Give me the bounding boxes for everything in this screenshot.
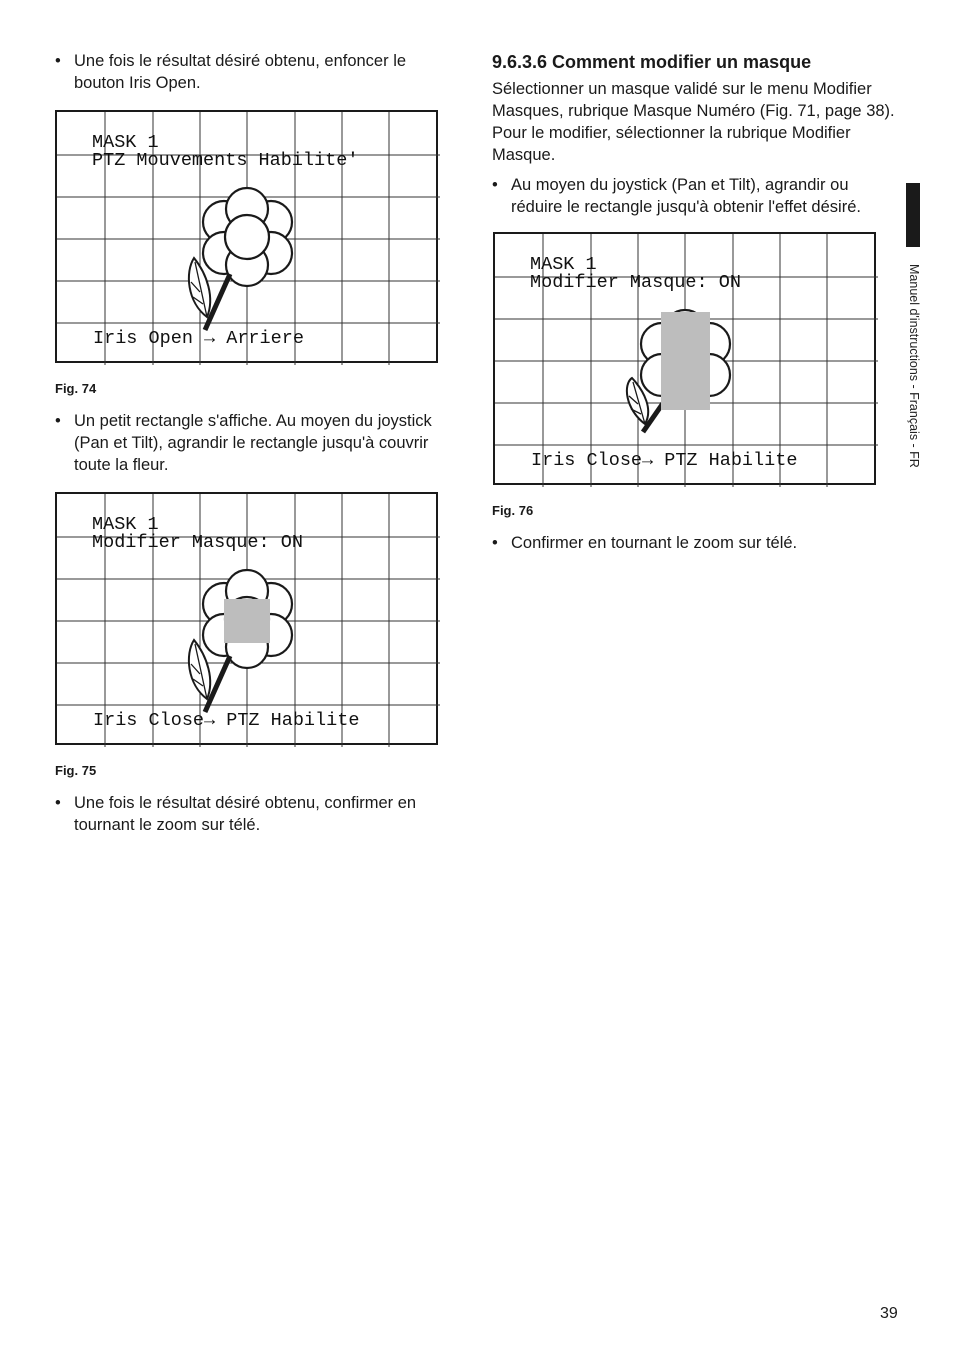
osd-line-3: Iris Open → Arriere [93, 328, 304, 349]
fig75-caption: Fig. 75 [55, 763, 97, 778]
osd-line-3: Iris Close→ PTZ Habilite [531, 450, 798, 471]
bullet-joystick: • Au moyen du joystick (Pan et Tilt), agrandir ou réduire le rectangle jusqu'à obtenir l'effet désiré. [492, 174, 901, 218]
osd-line-1: MASK 1 [530, 254, 597, 275]
fig76-caption: Fig. 76 [492, 503, 534, 518]
fig75-screen [55, 492, 438, 745]
bullet-confirm-tele: • Confirmer en tournant le zoom sur télé. [492, 532, 892, 554]
left-column [55, 50, 455, 836]
osd-line-1: MASK 1 [92, 514, 159, 535]
mask-rectangle [224, 599, 270, 643]
fig74-caption: Fig. 74 [55, 381, 97, 396]
osd-line-2: Modifier Masque: ON [92, 532, 303, 553]
intro-paragraph: Sélectionner un masque validé sur le menu Modifier Masques, rubrique Masque Numéro (Fig. 71, page 38). Pour le modifier, sélectionner la rubrique Modifier Masque. [492, 80, 895, 164]
section-heading: 9.6.3.6 Comment modifier un masque [492, 52, 812, 72]
side-tab-marker [906, 183, 920, 247]
bullet-small-rectangle: • Un petit rectangle s'affiche. Au moyen du joystick (Pan et Tilt), agrandir le rectangle jusqu'à couvrir toute la fleur. [55, 410, 469, 476]
fig76-screen [493, 232, 876, 485]
right-column [492, 50, 895, 554]
mask-rectangle [661, 312, 710, 410]
flower-icon [189, 188, 292, 330]
page-number: 39 [880, 1305, 898, 1322]
osd-line-1: MASK 1 [92, 132, 159, 153]
side-label: Manuel d'instructions - Français - FR [907, 264, 921, 468]
osd-line-2: Modifier Masque: ON [530, 272, 741, 293]
fig74-screen [55, 110, 438, 363]
osd-line-3: Iris Close→ PTZ Habilite [93, 710, 360, 731]
bullet-iris-open: • Une fois le résultat désiré obtenu, enfoncer le bouton Iris Open. [55, 50, 444, 94]
osd-line-2: PTZ Mouvements Habilite' [92, 150, 359, 171]
bullet-confirm-zoom: • Une fois le résultat désiré obtenu, confirmer en tournant le zoom sur télé. [55, 792, 459, 836]
